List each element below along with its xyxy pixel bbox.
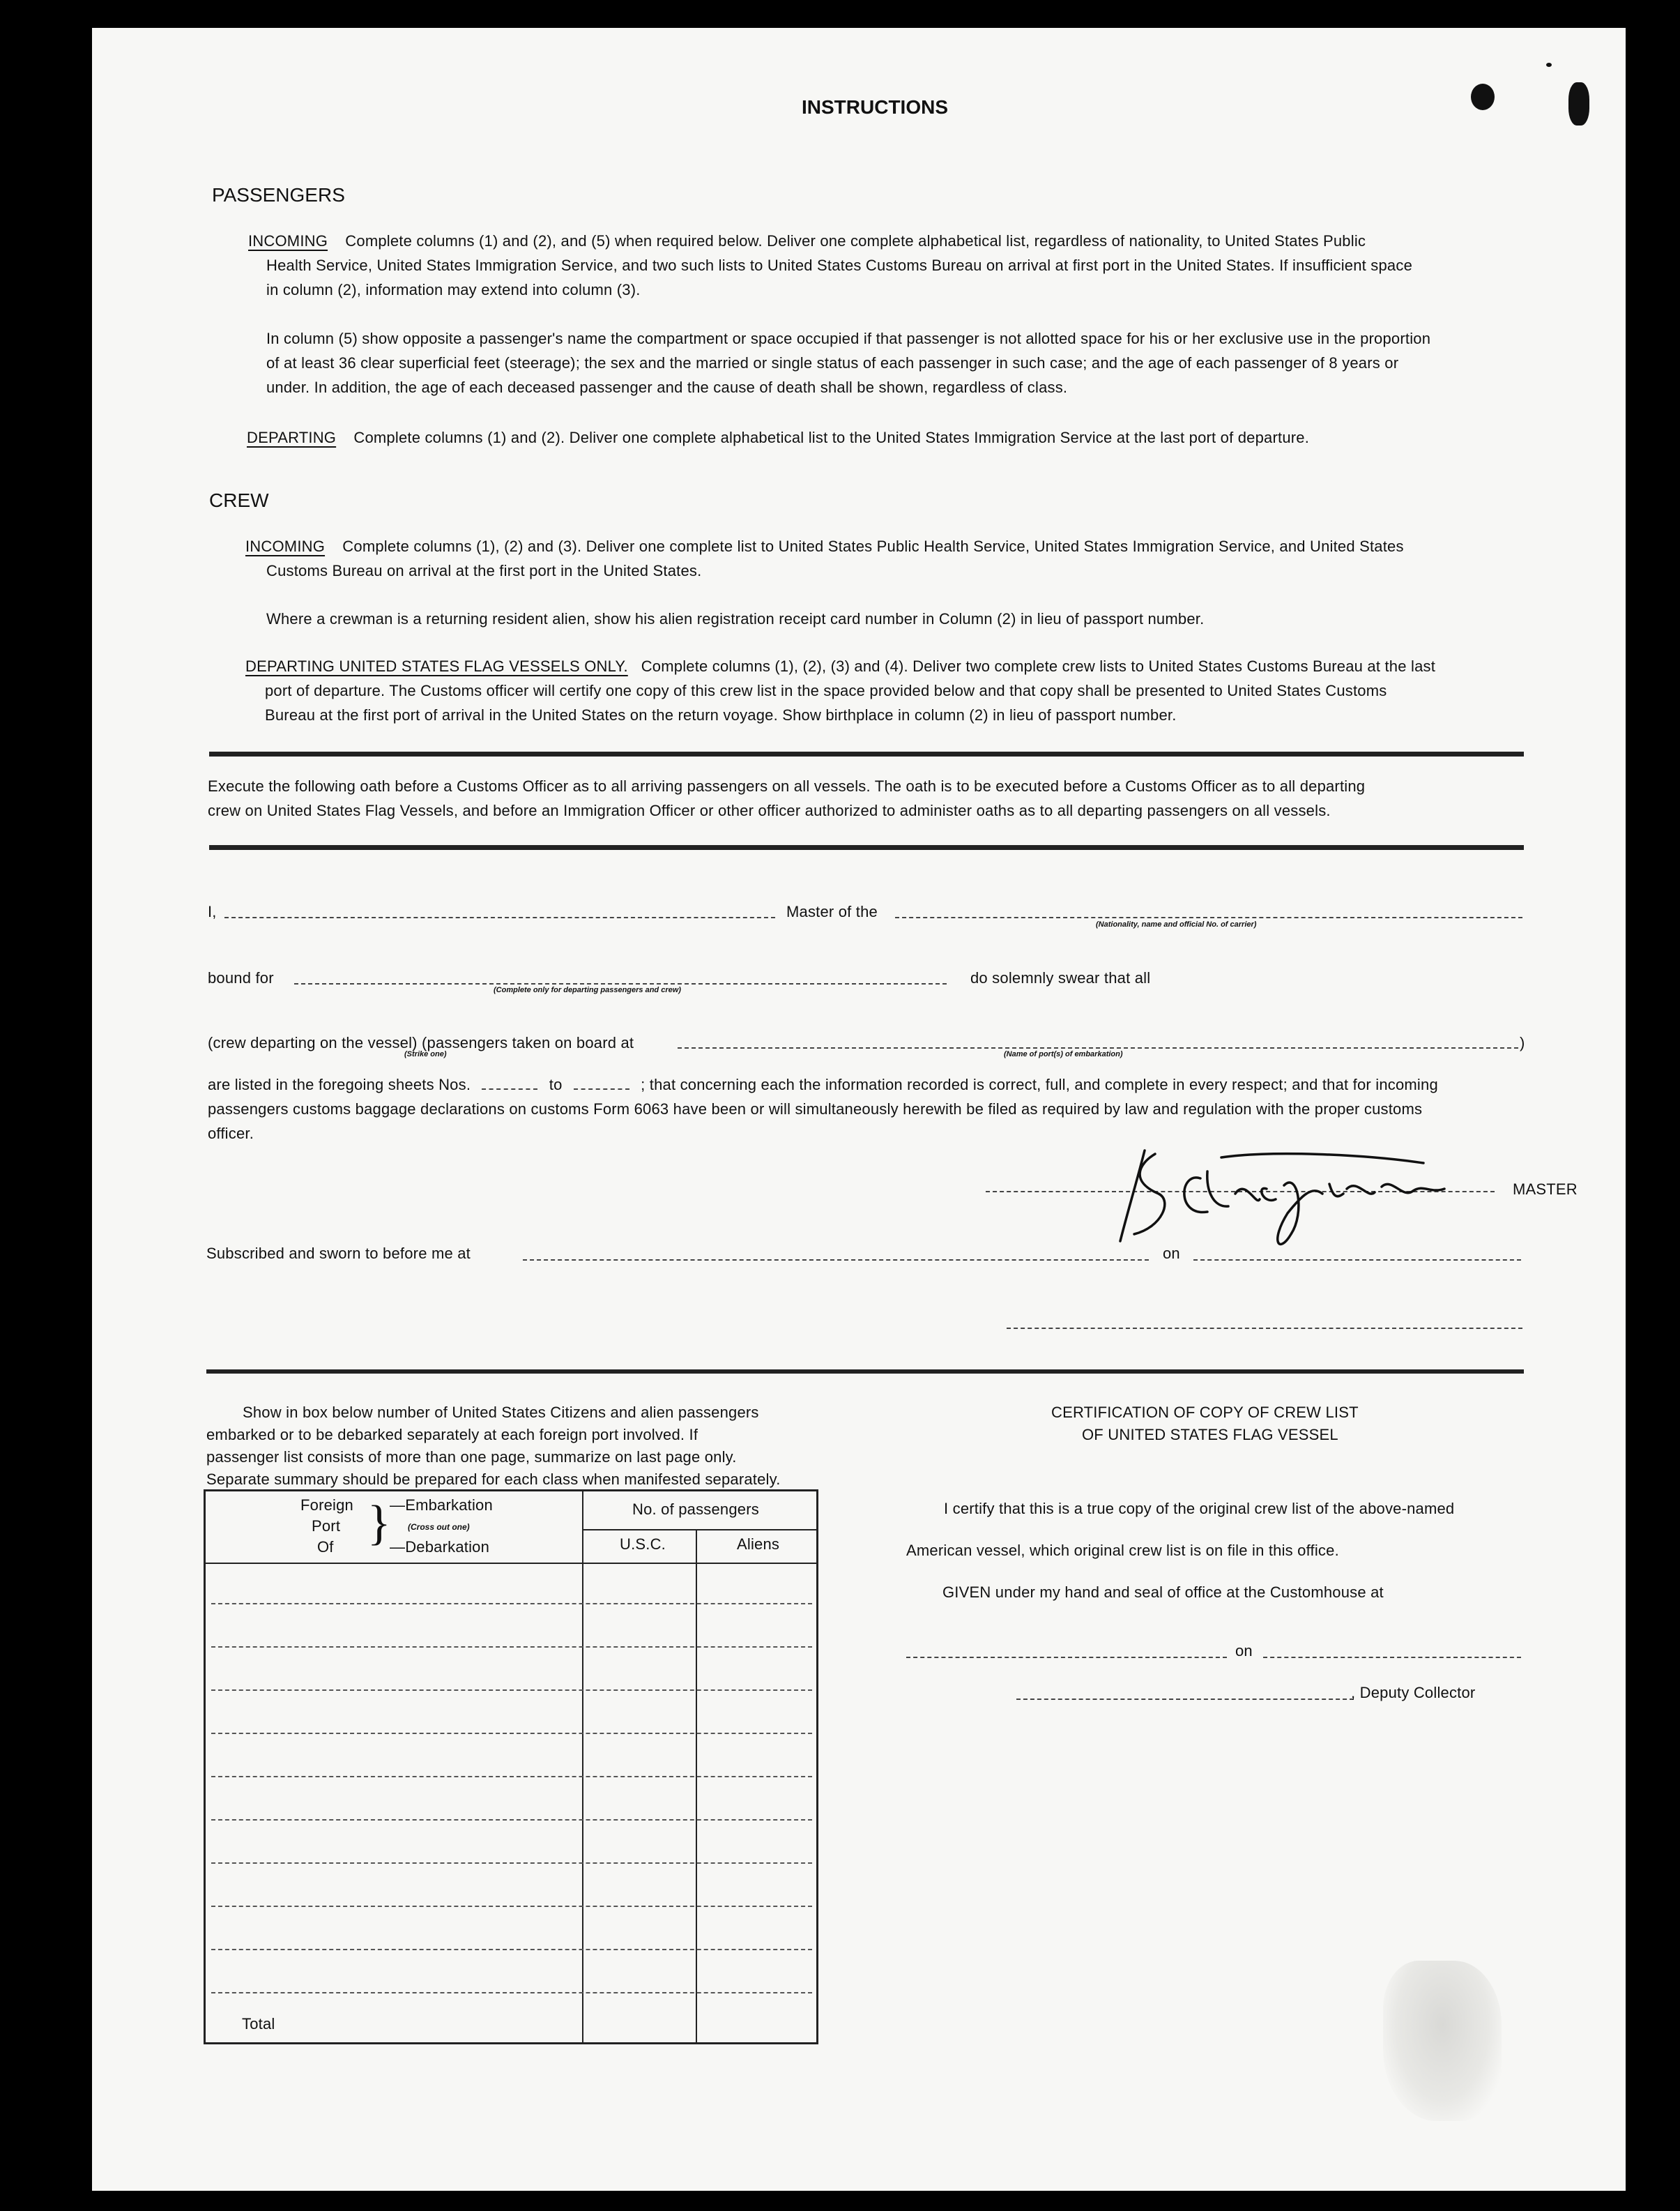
- crew-departing-oath: (crew departing on the vessel) (passengers taken on board at: [208, 1034, 634, 1051]
- page-title: INSTRUCTIONS: [802, 96, 948, 118]
- divider-rule: [206, 1369, 1524, 1374]
- sworn-date-field[interactable]: [1193, 1259, 1521, 1261]
- deputy-collector-field[interactable]: [1016, 1699, 1354, 1700]
- seal-stamp-remnant: [1383, 1961, 1502, 2121]
- passengers-incoming-line2: Health Service, United States Immigration Service, and two such lists to United States Customs Bureau on arrival at first port in the United States. If insufficient space: [266, 257, 1413, 274]
- ink-blot: [1471, 84, 1495, 110]
- sheet-to-field[interactable]: [574, 1088, 629, 1090]
- passengers-departing-label: DEPARTING: [247, 429, 337, 446]
- bound-for-hint: (Complete only for departing passengers and crew): [494, 986, 681, 994]
- certify-line1: I certify that this is a true copy of the original crew list of the above-named: [944, 1500, 1455, 1517]
- certify-on-label: on: [1235, 1642, 1253, 1659]
- ink-speck: [1546, 63, 1552, 67]
- table-row[interactable]: [211, 1733, 812, 1734]
- oath-line2: passengers customs baggage declarations on customs Form 6063 have been or will simultaneously herewith be filed as required by law and regulation with the proper customs: [208, 1100, 1423, 1118]
- carrier-field-hint: (Nationality, name and official No. of carrier): [1096, 920, 1257, 929]
- deputy-collector-label: , Deputy Collector: [1351, 1684, 1476, 1701]
- summary-para-line4: Separate summary should be prepared for each class when manifested separately.: [206, 1471, 781, 1488]
- sworn-on-label: on: [1163, 1245, 1180, 1262]
- crew-heading: CREW: [209, 489, 269, 511]
- strike-one-hint: (Strike one): [404, 1050, 447, 1058]
- crew-departing-line3: Bureau at the first port of arrival in the United States on the return voyage. Show birthplace in column (2) in lieu of passport number.: [265, 706, 1177, 724]
- table-row[interactable]: [211, 1603, 812, 1604]
- oath-intro-line1: Execute the following oath before a Customs Officer as to all arriving passengers on all vessels. The oath is to be executed before a Customs Officer as to all departing: [208, 777, 1366, 795]
- passengers-departing: [247, 425, 1309, 450]
- ports-hint: (Name of port(s) of embarkation): [1004, 1050, 1123, 1058]
- table-divider: [582, 1491, 583, 2042]
- cross-out-hint: (Cross out one): [408, 1522, 470, 1532]
- crew-incoming-label: INCOMING: [245, 538, 326, 555]
- column5-line1: In column (5) show opposite a passenger's name the compartment or space occupied if that passenger is not allotted space for his or her exclusive use in the proportion: [266, 330, 1431, 347]
- close-paren: ): [1520, 1034, 1525, 1051]
- swear-text: do solemnly swear that all: [970, 969, 1151, 987]
- crew-incoming-line1: [245, 534, 1404, 559]
- embarkation-ports-field[interactable]: [678, 1047, 1518, 1049]
- officer-signature-field[interactable]: [1007, 1328, 1522, 1329]
- master-of-the-label: Master of the: [786, 903, 878, 920]
- master-signature: [1096, 1130, 1528, 1269]
- crew-incoming-line2: Customs Bureau on arrival at the first port in the United States.: [266, 562, 702, 579]
- master-name-field[interactable]: [224, 917, 775, 918]
- certify-line2: American vessel, which original crew list is on file in this office.: [906, 1542, 1339, 1559]
- passengers-heading: PASSENGERS: [212, 184, 345, 206]
- table-row[interactable]: [211, 1819, 812, 1821]
- total-label: Total: [242, 2015, 275, 2033]
- passengers-incoming-line1: [248, 229, 1366, 253]
- summary-para-line3: passenger list consists of more than one page, summarize on last page only.: [206, 1448, 737, 1466]
- aliens-header: Aliens: [737, 1535, 780, 1553]
- document-page: [92, 28, 1626, 2191]
- column5-line3: under. In addition, the age of each deceased passenger and the cause of death shall be shown, regardless of class.: [266, 379, 1068, 396]
- certification-title-line2: OF UNITED STATES FLAG VESSEL: [1082, 1426, 1338, 1443]
- oath-intro-line2: crew on United States Flag Vessels, and before an Immigration Officer or other officer authorized to administer oaths as to all departing passengers on all vessels.: [208, 802, 1331, 819]
- crew-departing-line2: port of departure. The Customs officer will certify one copy of this crew list in the space provided below and that copy shall be presented to United States Customs: [265, 682, 1387, 699]
- master-label: MASTER: [1513, 1180, 1578, 1198]
- passengers-incoming-text: Complete columns (1) and (2), and (5) when required below. Deliver one complete alphabetical list, regardless of nationality, to United States Public: [345, 232, 1366, 250]
- divider-rule: [209, 752, 1524, 757]
- divider-rule: [209, 845, 1524, 850]
- bound-for-label: bound for: [208, 969, 274, 987]
- passenger-summary-table: [204, 1489, 818, 2044]
- table-header-rule: [582, 1529, 816, 1530]
- listed-to-label: to: [549, 1076, 563, 1093]
- crew-departing-text: Complete columns (1), (2), (3) and (4). Deliver two complete crew lists to United States Customs Bureau at the last: [641, 658, 1436, 675]
- foreign-label: Foreign: [300, 1496, 353, 1514]
- summary-para-line1: Show in box below number of United States Citizens and alien passengers: [243, 1404, 759, 1421]
- port-label: Port: [312, 1517, 341, 1535]
- ink-blot: [1568, 82, 1589, 126]
- listed-line: [208, 1072, 1438, 1097]
- certify-line3: GIVEN under my hand and seal of office at the Customhouse at: [942, 1583, 1384, 1601]
- passengers-incoming-line3: in column (2), information may extend into column (3).: [266, 281, 641, 298]
- summary-para-line2: embarked or to be debarked separately at each foreign port involved. If: [206, 1426, 698, 1443]
- sheet-from-field[interactable]: [482, 1088, 537, 1090]
- sworn-place-field[interactable]: [523, 1259, 1149, 1261]
- table-row[interactable]: [211, 1862, 812, 1864]
- table-row[interactable]: [211, 1689, 812, 1691]
- table-divider: [696, 1530, 697, 2042]
- certification-title-line1: CERTIFICATION OF COPY OF CREW LIST: [1051, 1404, 1359, 1421]
- column5-line2: of at least 36 clear superficial feet (steerage); the sex and the married or single status of each passenger in such case; and the age of each passenger of 8 years or: [266, 354, 1399, 372]
- table-row[interactable]: [211, 1646, 812, 1648]
- passengers-departing-text: Complete columns (1) and (2). Deliver one complete alphabetical list to the United States Immigration Service at the last port of departure.: [353, 429, 1310, 446]
- table-row[interactable]: [211, 1992, 812, 1993]
- crew-departing-label: DEPARTING UNITED STATES FLAG VESSELS ONLY.: [245, 658, 628, 675]
- of-label: Of: [317, 1538, 334, 1556]
- debarkation-label: —Debarkation: [390, 1538, 490, 1556]
- usc-header: U.S.C.: [620, 1535, 666, 1553]
- crew-resident-note: Where a crewman is a returning resident alien, show his alien registration receipt card number in Column (2) in lieu of passport number.: [266, 610, 1205, 628]
- table-row[interactable]: [211, 1776, 812, 1777]
- oath-i-label: I,: [208, 903, 217, 920]
- brace-icon: }: [367, 1496, 391, 1550]
- table-row[interactable]: [211, 1906, 812, 1907]
- table-row[interactable]: [211, 1949, 812, 1950]
- no-of-passengers-header: No. of passengers: [632, 1500, 759, 1518]
- crew-departing-line1: [245, 654, 1435, 678]
- listed-text: ; that concerning each the information recorded is correct, full, and complete in every respect; and that for incoming: [641, 1076, 1438, 1093]
- carrier-field[interactable]: [895, 917, 1522, 918]
- embarkation-label: —Embarkation: [390, 1496, 493, 1514]
- oath-line3: officer.: [208, 1125, 254, 1142]
- certify-date-field[interactable]: [1263, 1657, 1521, 1658]
- crew-incoming-text: Complete columns (1), (2) and (3). Deliver one complete list to United States Public Health Service, United States Immigration Service, and United States: [342, 538, 1404, 555]
- customhouse-field[interactable]: [906, 1657, 1227, 1658]
- bound-for-field[interactable]: [294, 983, 947, 985]
- table-header-rule: [206, 1563, 816, 1564]
- passengers-incoming-label: INCOMING: [248, 232, 328, 250]
- listed-label: are listed in the foregoing sheets Nos.: [208, 1076, 471, 1093]
- subscribed-label: Subscribed and sworn to before me at: [206, 1245, 471, 1262]
